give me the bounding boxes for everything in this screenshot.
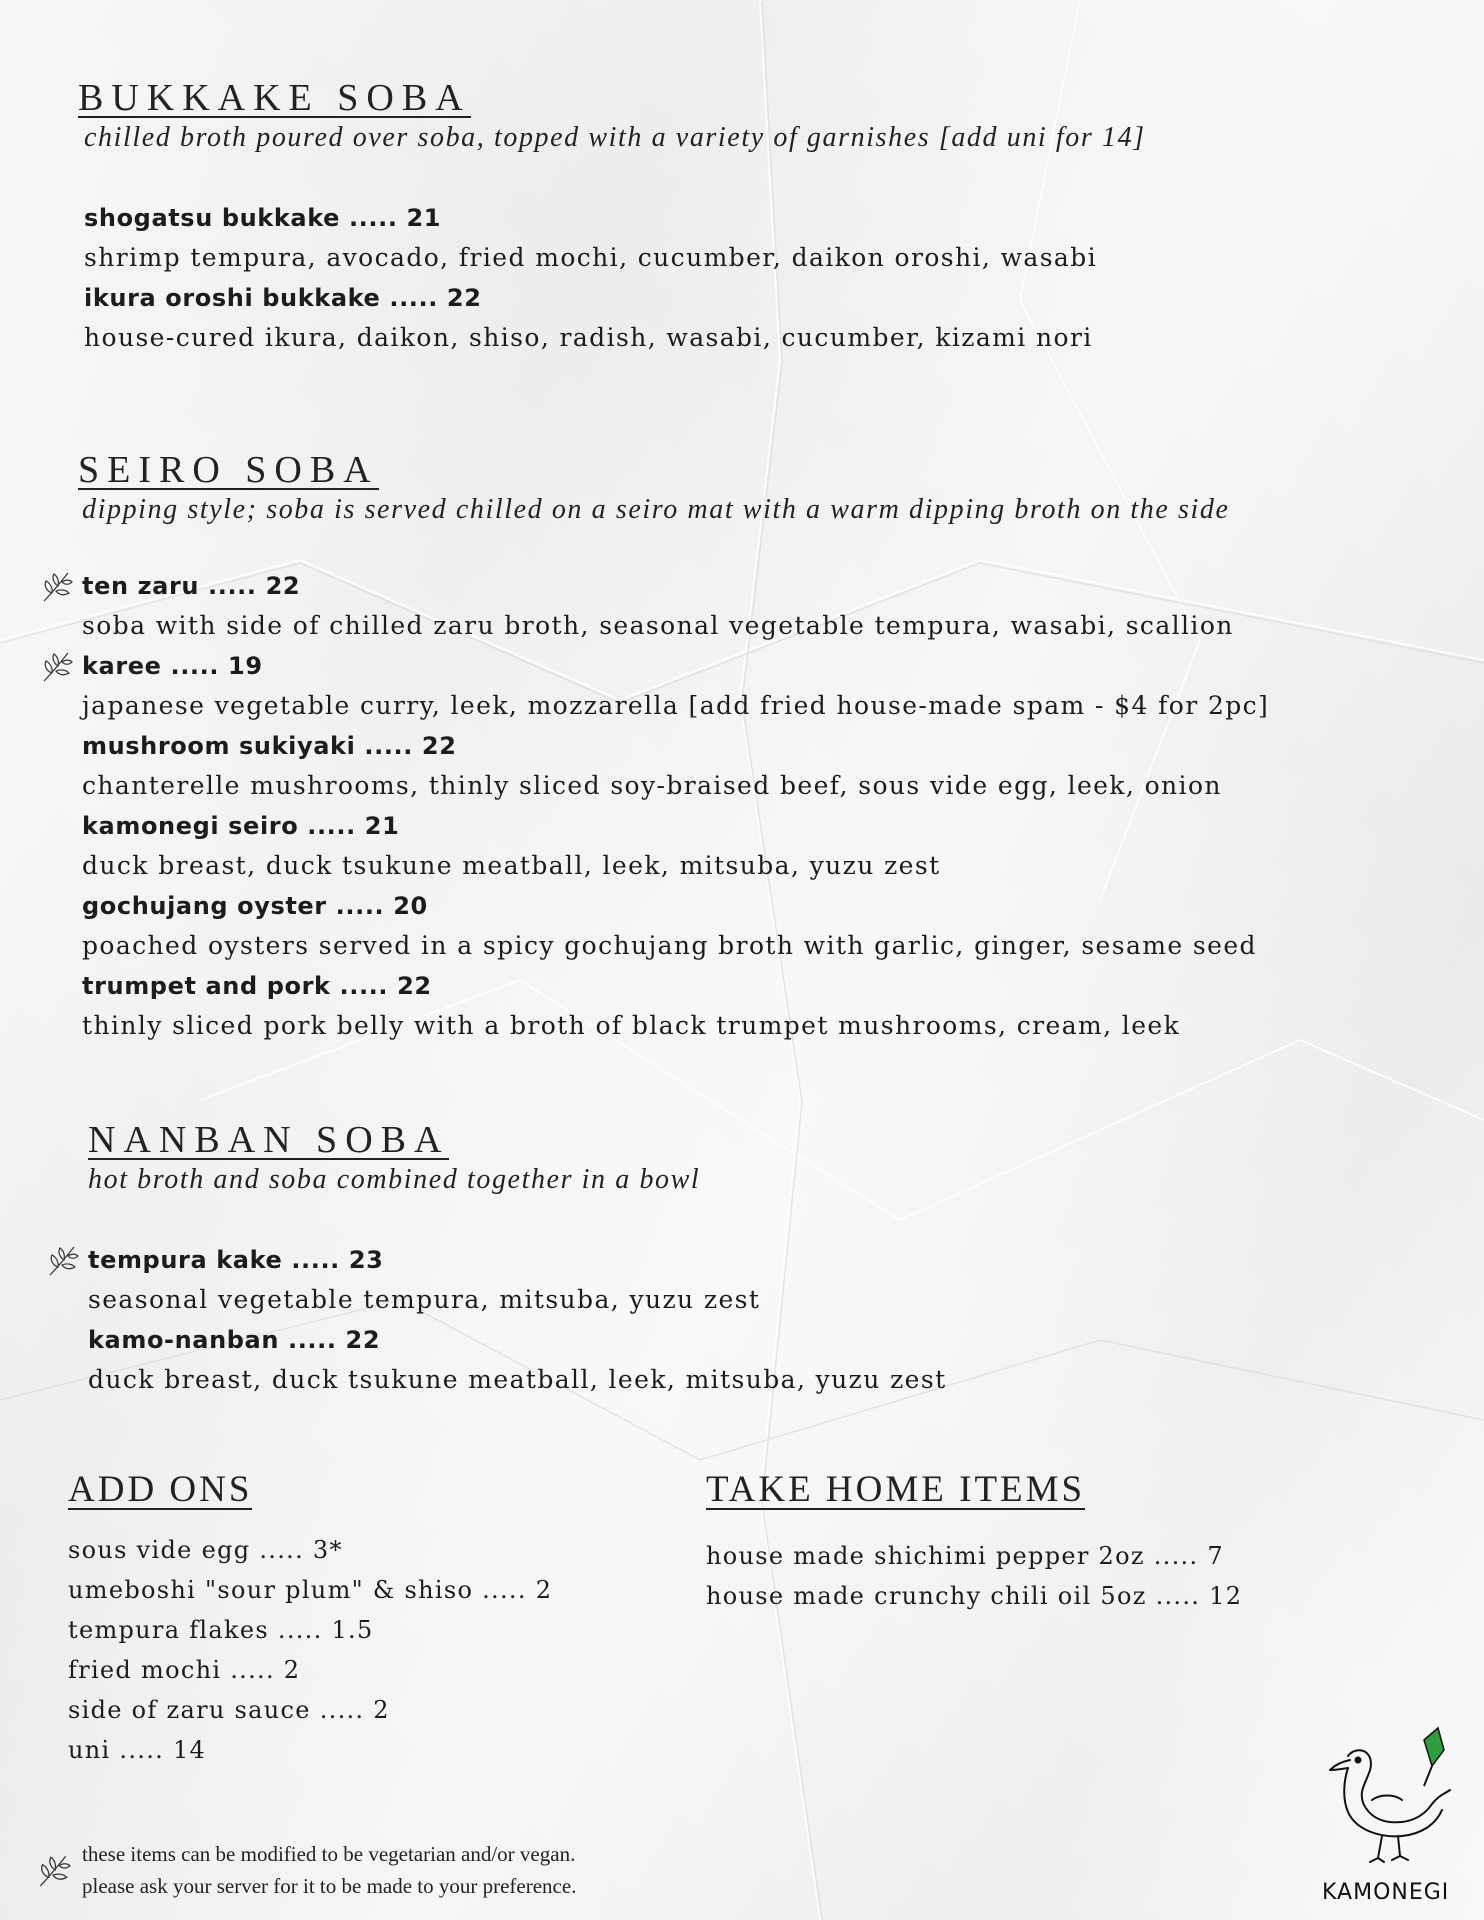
list-item: sous vide egg ..... 3* <box>68 1536 343 1564</box>
item-list <box>88 1240 947 1400</box>
item-name <box>82 646 1269 686</box>
item-desc: duck breast, duck tsukune meatball, leek, mitsuba, yuzu zest <box>88 1365 947 1394</box>
item-name: gochujang oyster ..... 20 <box>82 892 428 920</box>
list-item: house made crunchy chili oil 5oz ..... 12 <box>706 1582 1243 1610</box>
section-addons <box>68 1469 553 1770</box>
vegetarian-leaf-icon <box>38 569 74 605</box>
item-desc: house-cured ikura, daikon, shiso, radish, wasabi, cucumber, kizami nori <box>84 323 1093 352</box>
menu-item <box>82 886 1269 966</box>
item-name: shogatsu bukkake ..... 21 <box>84 204 442 232</box>
duck-logo-icon <box>1320 1720 1460 1900</box>
list-item: uni ..... 14 <box>68 1736 207 1764</box>
item-name-text: karee ..... 19 <box>82 652 263 680</box>
item-desc: seasonal vegetable tempura, mitsuba, yuzu zest <box>88 1285 761 1314</box>
section-title: ADD ONS <box>68 1469 253 1510</box>
list-item: side of zaru sauce ..... 2 <box>68 1696 390 1724</box>
takehome-list <box>706 1536 1242 1616</box>
item-desc: thinly sliced pork belly with a broth of black trumpet mushrooms, cream, leek <box>82 1011 1181 1040</box>
item-desc: poached oysters served in a spicy gochujang broth with garlic, ginger, sesame seed <box>82 931 1257 960</box>
section-subtitle: hot broth and soba combined together in a bowl <box>88 1164 701 1195</box>
menu-item <box>84 278 1146 358</box>
item-list <box>82 566 1269 1046</box>
logo-text: KAMONEGI <box>1322 1880 1450 1905</box>
section-subtitle: chilled broth poured over soba, topped with a variety of garnishes [add uni for 14] <box>84 122 1146 153</box>
section-seiro <box>78 449 1270 1046</box>
note-line: please ask your server for it to be made to your preference. <box>82 1874 577 1898</box>
list-item: umeboshi "sour plum" & shiso ..... 2 <box>68 1576 553 1604</box>
list-item: fried mochi ..... 2 <box>68 1656 301 1684</box>
menu-item <box>82 566 1269 646</box>
section-bukkake <box>78 77 1146 358</box>
item-name: kamonegi seiro ..... 21 <box>82 812 400 840</box>
menu-item <box>84 198 1146 278</box>
section-takehome <box>706 1469 1243 1616</box>
section-title: TAKE HOME ITEMS <box>706 1469 1086 1510</box>
section-nanban <box>88 1119 947 1400</box>
item-name <box>82 566 1269 606</box>
item-desc: chanterelle mushrooms, thinly sliced soy-braised beef, sous vide egg, leek, onion <box>82 771 1222 800</box>
item-name: ikura oroshi bukkake ..... 22 <box>84 284 482 312</box>
section-title: NANBAN SOBA <box>88 1119 450 1161</box>
section-title: BUKKAKE SOBA <box>78 77 471 119</box>
item-desc: duck breast, duck tsukune meatball, leek, mitsuba, yuzu zest <box>82 851 941 880</box>
menu-item <box>82 966 1269 1046</box>
item-desc: soba with side of chilled zaru broth, seasonal vegetable tempura, wasabi, scallion <box>82 611 1234 640</box>
menu-item <box>82 806 1269 886</box>
item-name: mushroom sukiyaki ..... 22 <box>82 732 457 760</box>
menu-item <box>82 726 1269 806</box>
item-desc: japanese vegetable curry, leek, mozzarella [add fried house-made spam - $4 for 2pc] <box>82 691 1270 720</box>
item-desc: shrimp tempura, avocado, fried mochi, cucumber, daikon oroshi, wasabi <box>84 243 1098 272</box>
item-list <box>84 198 1146 358</box>
list-item: house made shichimi pepper 2oz ..... 7 <box>706 1542 1224 1570</box>
vegetarian-leaf-icon <box>38 649 74 685</box>
menu-item <box>88 1240 947 1320</box>
item-name-text: ten zaru ..... 22 <box>82 572 301 600</box>
item-name <box>88 1240 947 1280</box>
item-name: trumpet and pork ..... 22 <box>82 972 432 1000</box>
list-item: tempura flakes ..... 1.5 <box>68 1616 374 1644</box>
note-line: these items can be modified to be vegetarian and/or vegan. <box>82 1842 576 1866</box>
vegetarian-leaf-icon <box>34 1852 72 1890</box>
menu-item <box>82 646 1269 726</box>
item-name-text: tempura kake ..... 23 <box>88 1246 384 1274</box>
vegetarian-leaf-icon <box>44 1243 80 1279</box>
item-name: kamo-nanban ..... 22 <box>88 1326 381 1354</box>
vegetarian-note <box>82 1838 576 1902</box>
addon-list <box>68 1530 552 1770</box>
section-subtitle: dipping style; soba is served chilled on a seiro mat with a warm dipping broth on the side <box>82 494 1230 525</box>
menu-item <box>88 1320 947 1400</box>
section-title: SEIRO SOBA <box>78 449 379 491</box>
